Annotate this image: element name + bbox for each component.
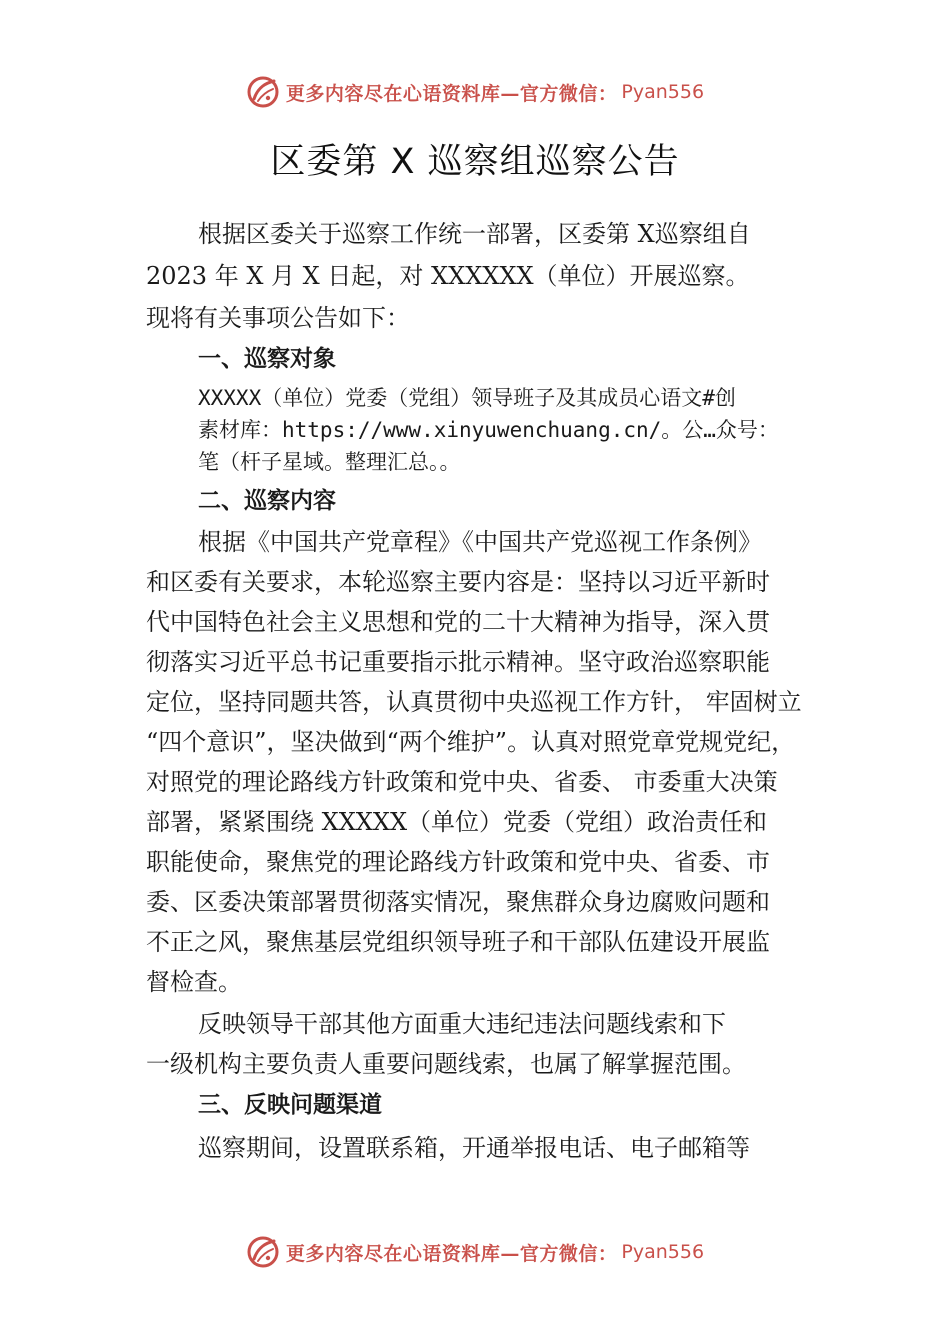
section-3-heading: 三、反映问题渠道 — [198, 1092, 382, 1118]
brand-logo-icon — [246, 75, 280, 109]
footer-banner — [0, 1232, 950, 1272]
section-2-line: 职能使命，聚焦党的理论路线方针政策和党中央、省委、市 — [146, 848, 770, 876]
intro-line-2: 2023 年 X 月 X 日起，对 XXXXXX（单位）开展巡察。 — [146, 262, 750, 290]
document-title: 区委第 X 巡察组巡察公告 — [270, 142, 680, 182]
section-2-line: 不正之风，聚焦基层党组织领导班子和干部队伍建设开展监 — [146, 928, 770, 956]
section-1-heading: 一、巡察对象 — [198, 346, 336, 372]
section-2-para2-line-2: 一级机构主要负责人重要问题线索，也属了解掌握范围。 — [146, 1050, 746, 1078]
banner-wechat-id: Pyan556 — [621, 1241, 705, 1263]
section-3-line-1: 巡察期间，设置联系箱，开通举报电话、电子邮箱等 — [198, 1134, 750, 1162]
section-2-line: 和区委有关要求，本轮巡察主要内容是：坚持以习近平新时 — [146, 568, 770, 596]
section-2-heading: 二、巡察内容 — [198, 488, 336, 514]
brand-logo-icon — [246, 1235, 280, 1269]
banner-text: 更多内容尽在心语资料库—官方微信： — [285, 1242, 618, 1265]
section-2-line: 对照党的理论路线方针政策和党中央、省委、 市委重大决策 — [146, 768, 778, 796]
intro-line-1: 根据区委关于巡察工作统一部署，区委第 X巡察组自 — [198, 220, 751, 248]
section-2-line: 定位，坚持同题共答，认真贯彻中央巡视工作方针， 牢固树立 — [146, 688, 802, 716]
section-2-line: 部署，紧紧围绕 XXXXX（单位）党委（党组）政治责任和 — [146, 808, 768, 836]
section-2-line: 根据《中国共产党章程》《中国共产党巡视工作条例》 — [198, 528, 762, 556]
section-2-line: 督检查。 — [146, 968, 242, 996]
section-2-line: “四个意识”，坚决做到“两个维护”。认真对照党章党规党纪， — [146, 728, 796, 756]
section-2-line: 委、区委决策部署贯彻落实情况，聚焦群众身边腐败问题和 — [146, 888, 770, 916]
header-banner — [0, 72, 950, 112]
section-2-line: 彻落实习近平总书记重要指示批示精神。坚守政治巡察职能 — [146, 648, 770, 676]
section-1-line-3: 笔（杆子星域。整理汇总。。 — [198, 450, 461, 474]
section-1-line-1: XXXXX（单位）党委（党组）领导班子及其成员心语文#创 — [198, 386, 736, 410]
banner-wechat-id: Pyan556 — [621, 81, 705, 103]
section-1-line-2: 素材库：https://www.xinyuwenchuang.cn/。公…众号： — [198, 418, 779, 442]
section-2-para2-line-1: 反映领导干部其他方面重大违纪违法问题线索和下 — [198, 1010, 726, 1038]
section-2-line: 代中国特色社会主义思想和党的二十大精神为指导，深入贯 — [146, 608, 770, 636]
intro-line-3: 现将有关事项公告如下： — [146, 304, 410, 332]
banner-text: 更多内容尽在心语资料库—官方微信： — [285, 82, 618, 105]
